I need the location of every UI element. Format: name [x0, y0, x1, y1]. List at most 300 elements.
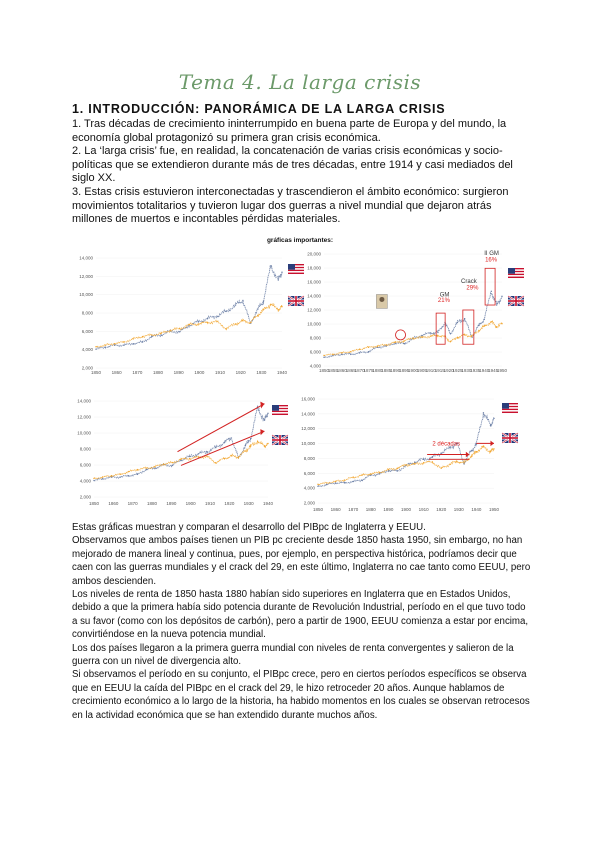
x-tick-label: 1860 [330, 507, 341, 512]
data-point [250, 322, 251, 323]
y-tick-label: 14,000 [301, 411, 315, 417]
data-point [335, 482, 336, 483]
data-point [493, 448, 494, 449]
data-point [105, 345, 106, 346]
x-tick-label: 1900 [400, 507, 412, 512]
intro-point-2: 2. La ‘larga crisis’ fue, en realidad, la concatenación de varias crisis económicas y socio-políticas que se extendieron durante más de tres décadas, entre 1914 y casi mediados del siglo XX. [72, 145, 513, 185]
data-point [142, 341, 143, 342]
data-point [493, 418, 494, 419]
data-point [226, 311, 227, 312]
series-line [324, 293, 502, 358]
uk-level-arrow-head [490, 441, 494, 447]
series-line [318, 413, 494, 487]
data-point [257, 315, 258, 316]
y-tick-label: 12,000 [79, 273, 93, 279]
x-tick-label: 1940 [479, 368, 490, 373]
x-tick-label: 1915 [434, 368, 445, 373]
data-point [270, 265, 271, 266]
x-tick-label: 1905 [416, 368, 427, 373]
data-point [172, 462, 173, 463]
trend-arrow-head [260, 402, 264, 409]
data-point [437, 332, 438, 333]
x-tick-label: 1925 [452, 368, 463, 373]
us-flag-stripe [508, 275, 524, 276]
x-tick-label: 1875 [363, 368, 374, 373]
x-tick-label: 1860 [111, 370, 122, 375]
us-flag-stripe [272, 411, 288, 412]
data-point [370, 473, 371, 474]
data-point [198, 321, 199, 322]
intro-point-1: 1. Tras décadas de crecimiento ininterrumpido en buena parte de Europa y del mundo, la economía global protagonizó su primera gran crisis económica. [72, 118, 507, 144]
x-tick-label: 1930 [256, 370, 267, 375]
x-tick-label: 1870 [132, 370, 143, 375]
data-point [119, 476, 120, 477]
data-point [368, 351, 369, 352]
data-point [323, 357, 324, 358]
y-tick-label: 16,000 [307, 279, 321, 285]
y-tick-label: 14,000 [79, 255, 93, 261]
series-uk [323, 321, 502, 356]
x-tick-label: 1860 [108, 501, 119, 506]
data-point [423, 459, 424, 460]
data-point [264, 446, 265, 447]
y-tick-label: 4,000 [303, 485, 315, 491]
data-point [137, 469, 138, 470]
x-tick-label: 1870 [354, 368, 365, 373]
y-tick-label: 2,000 [81, 365, 93, 371]
data-point [397, 470, 398, 471]
data-point [359, 352, 360, 353]
x-tick-label: 1890 [173, 370, 184, 375]
data-point [216, 315, 217, 316]
data-point [238, 457, 239, 458]
data-point [189, 456, 190, 457]
x-tick-label: 1900 [407, 368, 419, 373]
data-point [484, 319, 485, 320]
y-tick-label: 18,000 [307, 265, 321, 271]
data-point [111, 476, 112, 477]
data-point [341, 353, 342, 354]
x-tick-label: 1940 [471, 507, 482, 512]
crack-label: Crack [461, 279, 477, 286]
x-tick-label: 1900 [194, 370, 205, 375]
data-point [146, 468, 147, 469]
us-flag-stripe [502, 409, 518, 410]
x-tick-label: 1865 [345, 368, 356, 373]
data-point [476, 451, 477, 452]
chart-3-panel [72, 393, 294, 519]
data-point [93, 480, 94, 481]
x-tick-label: 1890 [383, 507, 394, 512]
data-point [160, 334, 161, 335]
data-point [146, 469, 147, 470]
data-point [270, 304, 271, 305]
y-tick-label: 8,000 [81, 310, 93, 316]
data-point [470, 450, 471, 451]
x-tick-label: 1910 [425, 368, 436, 373]
y-tick-label: 20,000 [307, 251, 321, 257]
data-point [430, 332, 431, 333]
data-point [332, 355, 333, 356]
section-heading: 1. INTRODUCCIÓN: PANORÁMICA DE LA LARGA CRISIS [72, 102, 446, 116]
data-point [456, 461, 457, 462]
us-flag-stripe [272, 414, 288, 415]
x-tick-label: 1920 [224, 501, 235, 506]
data-point [450, 333, 451, 334]
portrait-thumbnail [376, 294, 387, 308]
data-point [245, 445, 246, 446]
document-title: Tema 4. La larga crisis [178, 70, 422, 94]
data-point [172, 465, 173, 466]
x-tick-label: 1850 [88, 501, 100, 506]
data-point [350, 353, 351, 354]
uk-flag-cross-red [502, 437, 518, 439]
x-tick-label: 1890 [166, 501, 177, 506]
data-point [281, 306, 282, 307]
data-point [350, 351, 351, 352]
data-point [188, 324, 189, 325]
data-point [379, 472, 380, 473]
us-flag-canton [502, 403, 509, 409]
x-tick-label: 1860 [336, 368, 347, 373]
data-point [457, 337, 458, 338]
data-point [137, 474, 138, 475]
data-point [93, 478, 94, 479]
data-point [235, 323, 236, 324]
series-usa [95, 265, 282, 350]
data-point [114, 343, 115, 344]
x-tick-label: 1930 [453, 507, 464, 512]
data-point [388, 469, 389, 470]
x-tick-label: 1890 [390, 368, 401, 373]
x-tick-label: 1880 [365, 507, 376, 512]
x-tick-label: 1920 [235, 370, 246, 375]
chart-4-panel [296, 391, 534, 519]
y-tick-label: 12,000 [77, 414, 91, 420]
data-point [142, 336, 143, 337]
body-paragraph-1: Estas gráficas muestran y comparan el desarrollo del PIBpc de Inglaterra y EEUU. [72, 522, 426, 533]
body-paragraph-2: Observamos que ambos países tienen un PIB pc creciente desde 1850 hasta 1950, sin embargo, no han mejorado de manera lineal y continua, pues, por ejemplo, en perspectiva histórica, podríamos decir que caen con las guerras mundiales y el crack del 29, en este último, Inglaterra no cae tanto como EEUU, pero ambos descienden. [72, 535, 531, 587]
x-tick-label: 1880 [146, 501, 158, 506]
data-point [490, 425, 491, 426]
data-point [215, 462, 216, 463]
data-point [133, 338, 134, 339]
chart-2 [302, 246, 536, 388]
data-point [437, 335, 438, 336]
x-tick-label: 1910 [214, 370, 226, 375]
y-tick-label: 8,000 [309, 335, 321, 341]
y-tick-label: 2,000 [79, 494, 91, 500]
data-point [484, 325, 485, 326]
data-point [403, 340, 404, 341]
x-tick-label: 1940 [262, 501, 274, 506]
y-tick-label: 8,000 [79, 446, 91, 452]
y-tick-label: 14,000 [77, 398, 91, 404]
data-point [263, 309, 264, 310]
series-usa [317, 412, 494, 487]
data-point [257, 308, 258, 309]
us-flag-stripe [508, 274, 524, 275]
x-tick-label: 1910 [418, 507, 429, 512]
data-point [114, 345, 115, 346]
wwi-percent: 21% [437, 297, 450, 304]
series-uk [317, 445, 494, 485]
body-paragraph-3: Los niveles de renta de 1850 hasta 1880 habían sido superiores en Inglaterra que en Estados Unidos, debido a que la primera había sido potencia durante de Revolución Industrial, período en el que tuvo todo a su favor (como con los depósitos de carbón), pero a partir de 1900, EEUU comienza a estar por encima, convirtiéndose en la nueva potencia mundial. [72, 589, 529, 641]
data-point [278, 309, 279, 310]
data-point [463, 462, 464, 463]
us-flag-icon [272, 405, 288, 415]
data-point [441, 452, 442, 453]
x-tick-label: 1880 [372, 368, 383, 373]
x-tick-label: 1935 [470, 368, 481, 373]
wwii-percent: 16% [485, 257, 498, 264]
data-point [263, 301, 264, 302]
y-tick-label: 4,000 [309, 363, 321, 369]
y-tick-label: 10,000 [79, 292, 93, 298]
y-tick-label: 16,000 [301, 396, 315, 402]
data-point [250, 446, 251, 447]
wwi-label: GM [439, 292, 450, 299]
data-point [496, 304, 497, 305]
y-tick-label: 10,000 [301, 441, 315, 447]
data-point [432, 461, 433, 462]
x-tick-label: 1850 [312, 507, 324, 512]
intro-point-3: 3. Estas crisis estuvieron interconectadas y trascendieron el ámbito económico: surgieron movimientos totalitarios y tuvieron lugar dos guerras a nivel mundial que dejaron atrás millones de muertos e incontables pérdidas materiales. [72, 185, 509, 226]
x-tick-label: 1850 [90, 370, 102, 375]
data-point [105, 346, 106, 347]
uk-flag-icon [502, 433, 518, 443]
data-point [264, 420, 265, 421]
data-point [441, 468, 442, 469]
uk-flag-cross-red [272, 439, 288, 441]
data-point [123, 341, 124, 342]
data-point [267, 443, 268, 444]
data-point [483, 412, 484, 413]
data-point [432, 457, 433, 458]
x-tick-label: 1950 [496, 368, 508, 373]
data-point [102, 476, 103, 477]
data-point [119, 474, 120, 475]
data-point [170, 330, 171, 331]
data-point [377, 345, 378, 346]
data-point [490, 451, 491, 452]
x-tick-label: 1870 [127, 501, 138, 506]
data-point [332, 353, 333, 354]
data-point [450, 341, 451, 342]
data-point [242, 300, 243, 301]
chart-4 [296, 391, 534, 519]
data-point [483, 446, 484, 447]
y-tick-label: 12,000 [307, 307, 321, 313]
x-tick-label: 1870 [348, 507, 359, 512]
us-flag-stripe [502, 410, 518, 411]
data-point [95, 348, 96, 349]
data-point [326, 484, 327, 485]
data-point [414, 463, 415, 464]
y-tick-label: 6,000 [303, 470, 315, 476]
data-point [478, 330, 479, 331]
data-point [491, 291, 492, 292]
data-point [323, 355, 324, 356]
data-point [335, 481, 336, 482]
data-point [245, 450, 246, 451]
body-paragraph-5: Si observamos el período en su conjunto, el PIBpc crece, pero en ciertos períodos específicos se observa que en EEUU la caída del PIBpc en el crack del 29, le hizo retroceder 20 años. Aunque hablamos de crecimiento económico a lo largo de la historia, ha habido momentos en los cuales se observan retrocesos en la actividad económica que se han extendido durante muchos años. [72, 669, 530, 721]
data-point [128, 475, 129, 476]
data-point [281, 271, 282, 272]
data-point [207, 318, 208, 319]
data-point [464, 334, 465, 335]
wwii-label: II GM [484, 251, 499, 258]
data-point [403, 343, 404, 344]
us-flag-stripe [272, 412, 288, 413]
data-point [430, 335, 431, 336]
uk-flag-icon [508, 296, 524, 306]
chart-3 [72, 393, 294, 519]
y-tick-label: 6,000 [309, 349, 321, 355]
data-point [206, 456, 207, 457]
us-flag-canton [508, 268, 515, 274]
data-point [224, 458, 225, 459]
crack-percent: 29% [466, 285, 479, 292]
data-point [128, 471, 129, 472]
data-point [151, 336, 152, 337]
x-tick-label: 1920 [436, 507, 447, 512]
data-point [361, 479, 362, 480]
data-point [386, 344, 387, 345]
data-point [257, 441, 258, 442]
data-point [464, 318, 465, 319]
highlight-circle [396, 330, 406, 340]
data-point [207, 322, 208, 323]
us-flag-stripe [508, 277, 524, 278]
body-paragraphs [72, 521, 532, 722]
data-point [344, 482, 345, 483]
chart-2-panel [302, 246, 536, 388]
y-tick-label: 2,000 [303, 500, 315, 506]
charts-caption: gráficas importantes: [266, 237, 334, 244]
portrait-figure [379, 297, 384, 302]
data-point [133, 343, 134, 344]
data-point [242, 320, 243, 321]
x-tick-label: 1930 [461, 368, 472, 373]
x-tick-label: 1910 [204, 501, 216, 506]
data-point [397, 468, 398, 469]
data-point [250, 438, 251, 439]
us-flag-canton [288, 264, 295, 270]
x-tick-label: 1855 [327, 368, 338, 373]
data-point [226, 328, 227, 329]
data-point [317, 484, 318, 485]
data-point [368, 347, 369, 348]
x-tick-label: 1885 [381, 368, 392, 373]
data-point [421, 337, 422, 338]
y-tick-label: 14,000 [307, 293, 321, 299]
data-point [326, 482, 327, 483]
data-point [449, 463, 450, 464]
us-flag-canton [272, 405, 279, 411]
data-point [231, 455, 232, 456]
data-point [359, 349, 360, 350]
y-tick-label: 6,000 [81, 328, 93, 334]
y-tick-label: 10,000 [77, 430, 91, 436]
data-point [501, 323, 502, 324]
us-flag-stripe [502, 412, 518, 413]
data-point [224, 441, 225, 442]
data-point [491, 321, 492, 322]
data-point [317, 486, 318, 487]
data-point [361, 475, 362, 476]
data-point [95, 346, 96, 347]
series-usa [323, 291, 502, 358]
data-point [151, 334, 152, 335]
data-point [412, 337, 413, 338]
data-point [102, 478, 103, 479]
series-line [96, 266, 282, 349]
x-tick-label: 1895 [399, 368, 410, 373]
x-tick-label: 1880 [152, 370, 164, 375]
data-point [501, 296, 502, 297]
y-tick-label: 6,000 [79, 462, 91, 468]
data-point [111, 475, 112, 476]
chart-1 [72, 248, 312, 388]
y-tick-label: 4,000 [79, 478, 91, 484]
data-point [198, 453, 199, 454]
crack-box [463, 310, 474, 344]
data-point [215, 447, 216, 448]
data-point [457, 322, 458, 323]
data-point [353, 481, 354, 482]
uk-flag-icon [272, 435, 288, 445]
data-point [235, 304, 236, 305]
data-point [206, 451, 207, 452]
data-point [341, 352, 342, 353]
two-decades-label: 2 décadas [432, 441, 461, 448]
data-point [471, 335, 472, 336]
x-tick-label: 1920 [443, 368, 454, 373]
trend-arrow-head [260, 429, 264, 435]
y-tick-label: 10,000 [307, 321, 321, 327]
data-point [478, 325, 479, 326]
data-point [180, 459, 181, 460]
y-tick-label: 8,000 [303, 455, 315, 461]
x-tick-label: 1850 [318, 368, 330, 373]
x-tick-label: 1940 [276, 370, 288, 375]
x-tick-label: 1900 [185, 501, 196, 506]
data-point [189, 458, 190, 459]
x-tick-label: 1930 [243, 501, 254, 506]
data-point [179, 328, 180, 329]
data-point [353, 477, 354, 478]
trend-arrow-uk [181, 431, 265, 465]
data-point [395, 342, 396, 343]
data-point [405, 464, 406, 465]
intro-paragraphs [72, 118, 532, 227]
series-uk [93, 441, 268, 479]
data-point [160, 333, 161, 334]
data-point [470, 456, 471, 457]
data-point [179, 331, 180, 332]
body-paragraph-4: Los dos países llegaron a la primera guerra mundial con niveles de renta convergentes y salieron de la guerra con un nivel de divergencia alto. [72, 642, 514, 668]
data-point [278, 279, 279, 280]
us-flag-icon [502, 403, 518, 413]
data-point [267, 413, 268, 414]
uk-flag-cross-red [508, 300, 524, 302]
data-point [231, 437, 232, 438]
data-point [423, 462, 424, 463]
chart-1-panel [72, 248, 312, 388]
data-point [496, 326, 497, 327]
y-tick-label: 4,000 [81, 347, 93, 353]
